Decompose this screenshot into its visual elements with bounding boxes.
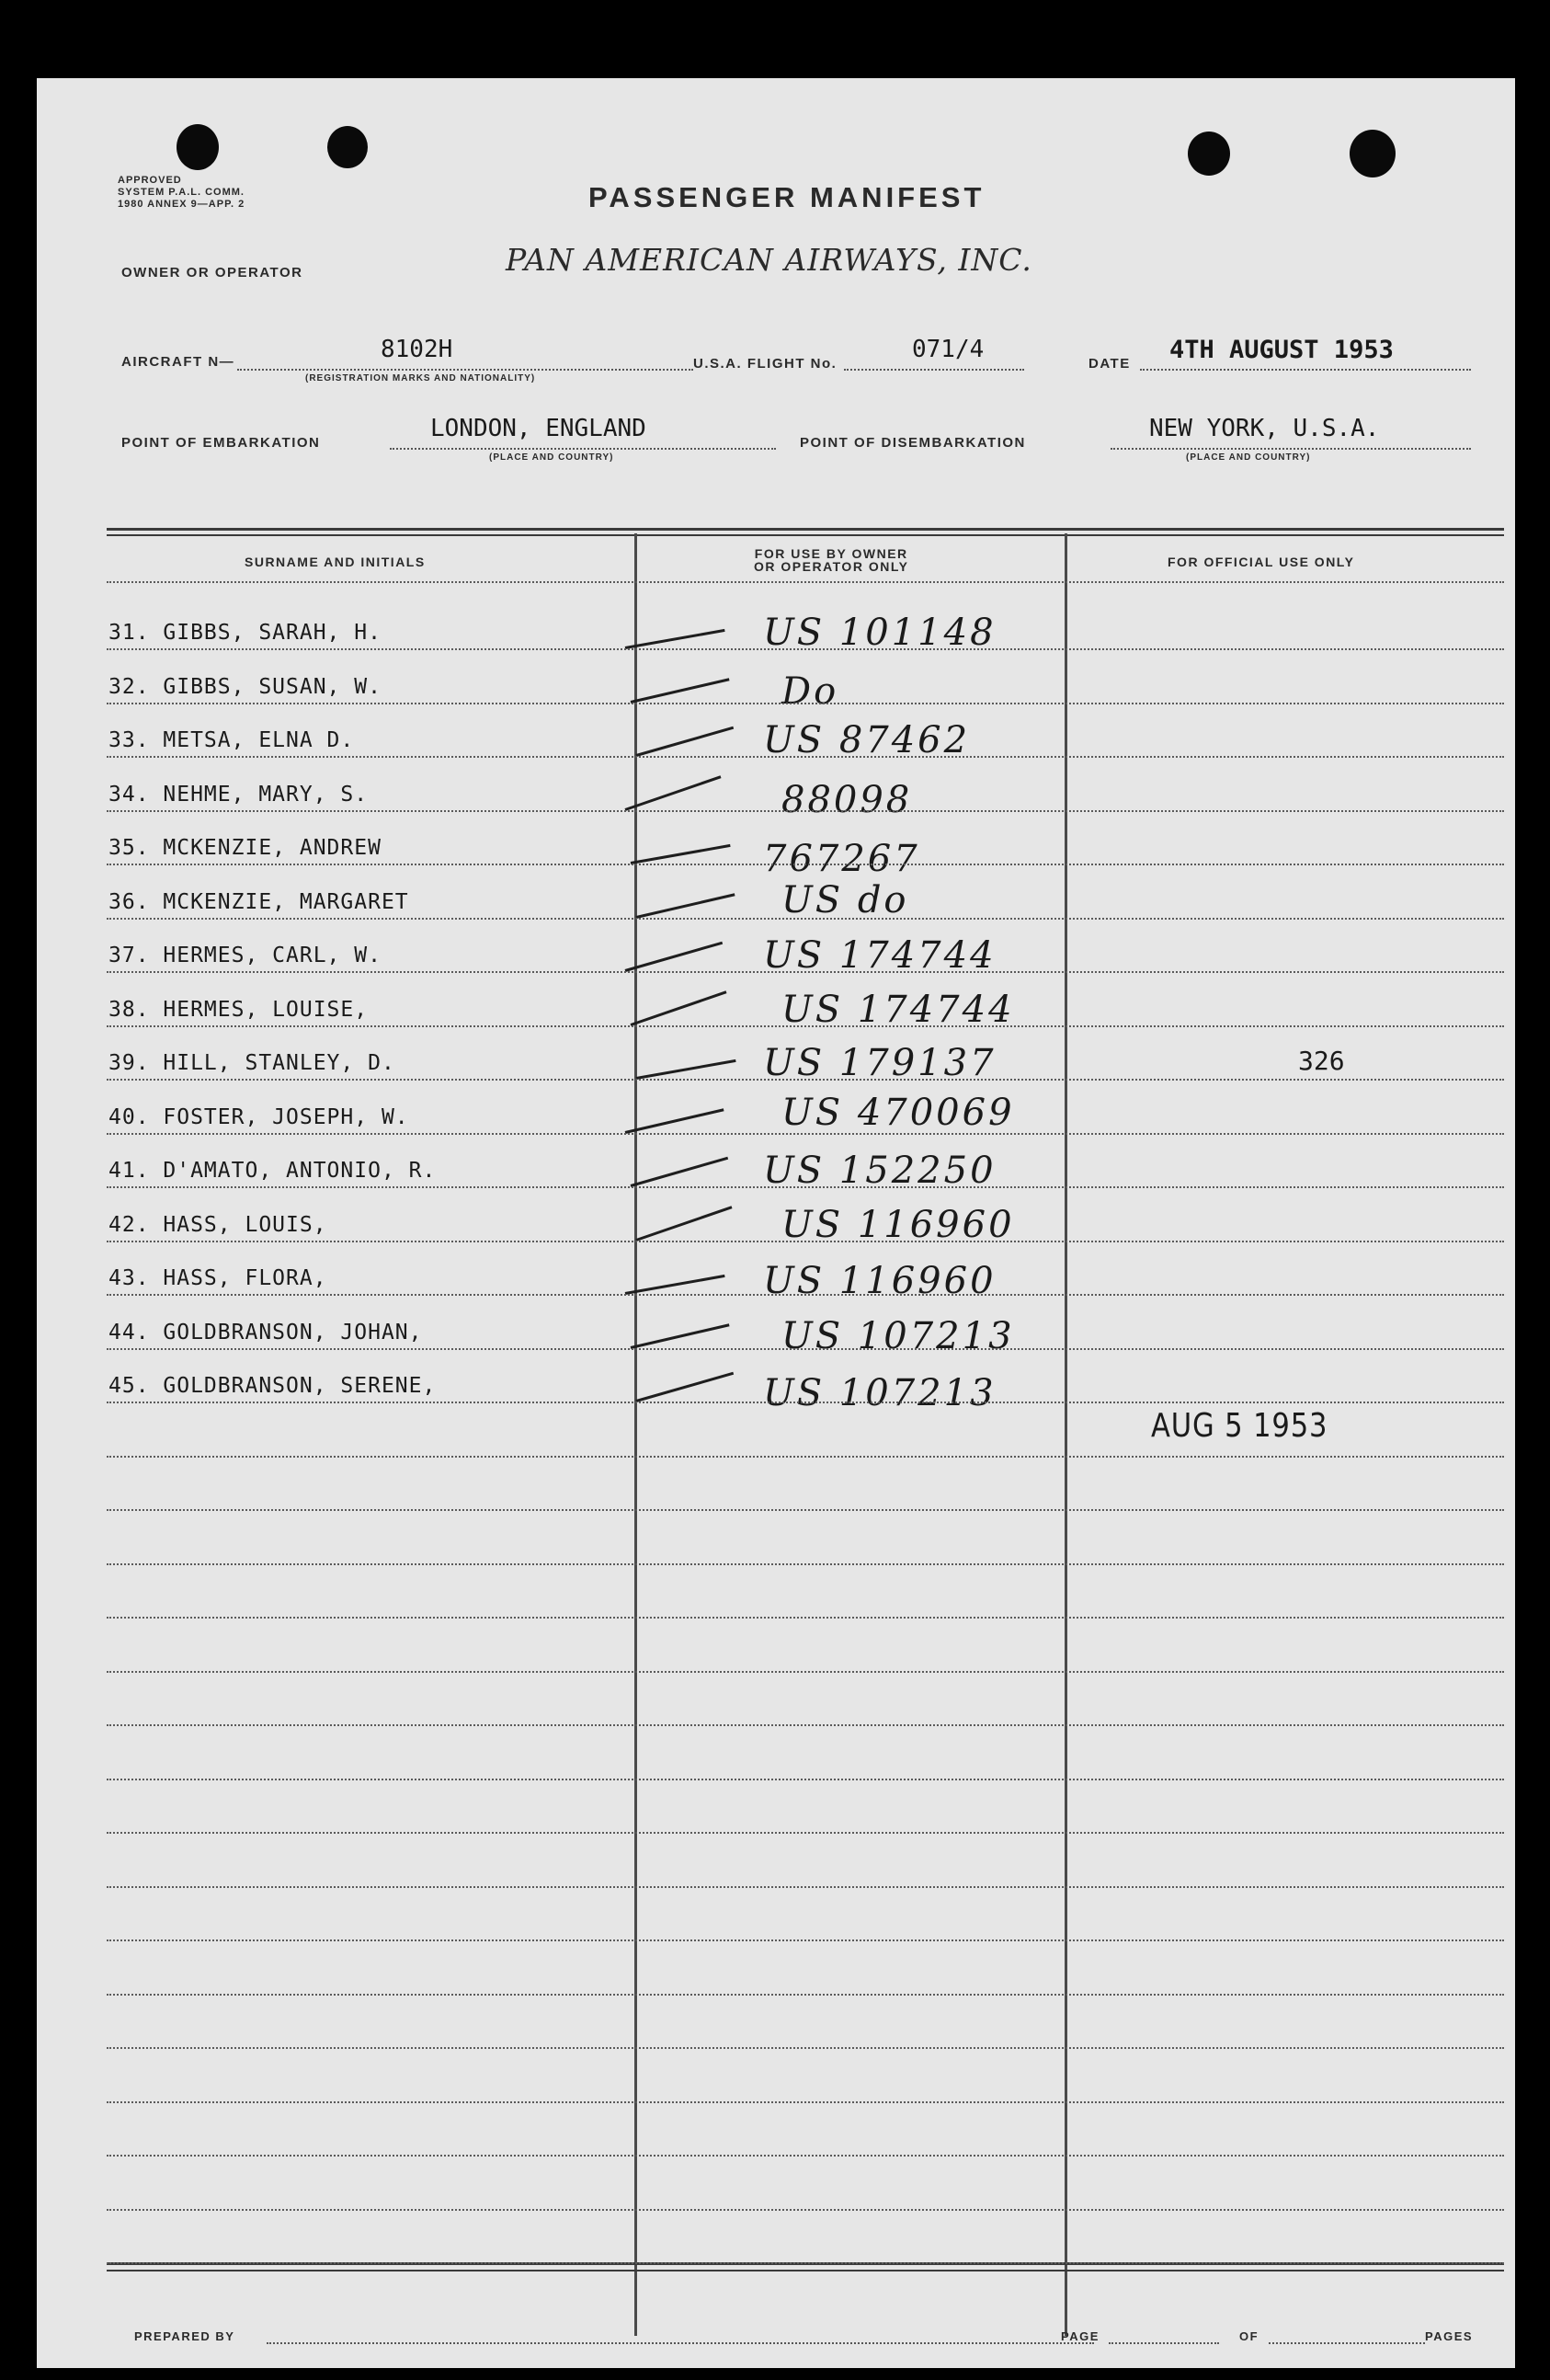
page-title: PASSENGER MANIFEST <box>588 181 986 213</box>
aircraft-value: 8102H <box>381 336 453 363</box>
passport-number-handwritten: US 101148 <box>763 612 997 654</box>
passenger-name: 37. HERMES, CARL, W. <box>108 944 382 967</box>
check-mark-stroke <box>625 775 722 811</box>
row-rule <box>107 1994 1504 1996</box>
row-rule <box>107 1779 1504 1780</box>
row-rule <box>107 648 1504 650</box>
embarkation-value: LONDON, ENGLAND <box>430 415 646 442</box>
row-rule <box>107 1186 1504 1188</box>
embarkation-label: POINT OF EMBARKATION <box>121 435 321 451</box>
embarkation-caption: (PLACE AND COUNTRY) <box>489 452 614 463</box>
row-rule <box>107 918 1504 920</box>
passenger-name: 32. GIBBS, SUSAN, W. <box>108 674 382 699</box>
date-value: 4TH AUGUST 1953 <box>1169 336 1394 364</box>
row-rule <box>107 2047 1504 2049</box>
passport-number-handwritten: US 174744 <box>763 934 997 977</box>
passenger-name: 43. HASS, FLORA, <box>108 1266 327 1290</box>
registration-caption: (REGISTRATION MARKS AND NATIONALITY) <box>305 373 536 383</box>
official-use-value: 326 <box>1298 1046 1345 1076</box>
row-rule <box>107 2155 1504 2157</box>
approval-block <box>118 175 245 211</box>
row-rule <box>107 1671 1504 1673</box>
column-divider-2 <box>1065 533 1067 2336</box>
passenger-name: 38. HERMES, LOUISE, <box>108 997 369 1022</box>
passport-number-handwritten: US 107213 <box>763 1372 997 1414</box>
company-name: PAN AMERICAN AIRWAYS, INC. <box>506 242 1032 278</box>
passenger-name: 42. HASS, LOUIS, <box>108 1212 327 1237</box>
passenger-name: 35. MCKENZIE, ANDREW <box>108 836 382 860</box>
punch-hole-right-1 <box>1188 132 1230 176</box>
approval-line-1: APPROVED <box>118 175 182 186</box>
column-header-official: FOR OFFICIAL USE ONLY <box>1168 555 1355 569</box>
passport-number-handwritten: US 87462 <box>763 719 971 761</box>
check-mark-stroke <box>636 727 735 757</box>
row-rule <box>107 1939 1504 1941</box>
check-mark-stroke <box>625 629 725 649</box>
prepared-by-label: PREPARED BY <box>134 2329 235 2343</box>
punch-hole-right-2 <box>1350 130 1396 177</box>
flight-label: U.S.A. FLIGHT No. <box>693 356 838 372</box>
passenger-name: 44. GOLDBRANSON, JOHAN, <box>108 1320 423 1344</box>
passport-number-handwritten: 88098 <box>781 778 913 821</box>
passport-number-handwritten: US 116960 <box>763 1260 997 1302</box>
passenger-name: 39. HILL, STANLEY, D. <box>108 1051 395 1075</box>
passenger-name: 40. FOSTER, JOSEPH, W. <box>108 1104 409 1129</box>
row-rule <box>107 1133 1504 1135</box>
row-rule <box>107 1724 1504 1726</box>
page-label: PAGE <box>1061 2329 1100 2343</box>
passport-number-handwritten: US 107213 <box>781 1314 1015 1357</box>
passport-number-handwritten: 767267 <box>763 838 920 880</box>
check-mark-stroke <box>636 1372 735 1402</box>
disembarkation-value: NEW YORK, U.S.A. <box>1149 415 1380 442</box>
passenger-name: 41. D'AMATO, ANTONIO, R. <box>108 1159 437 1183</box>
row-rule <box>107 1241 1504 1242</box>
passenger-name: 45. GOLDBRANSON, SERENE, <box>108 1374 437 1398</box>
disembarkation-label: POINT OF DISEMBARKATION <box>800 435 1026 451</box>
row-rule <box>107 1294 1504 1296</box>
check-mark-stroke <box>631 678 730 704</box>
passport-number-handwritten: US 174744 <box>781 988 1015 1031</box>
row-rule <box>107 1456 1504 1458</box>
row-rule <box>107 756 1504 758</box>
row-rule <box>107 1563 1504 1565</box>
column-header-surname: SURNAME AND INITIALS <box>245 555 426 569</box>
pages-label: PAGES <box>1425 2329 1474 2343</box>
row-rule <box>107 1025 1504 1027</box>
punch-hole-left-1 <box>177 124 219 170</box>
passenger-name: 31. GIBBS, SARAH, H. <box>108 621 382 645</box>
check-mark-stroke <box>625 942 724 972</box>
passenger-name: 33. METSA, ELNA D. <box>108 728 355 752</box>
owner-use-line-1: FOR USE BY OWNER <box>754 546 908 561</box>
row-rule <box>107 971 1504 973</box>
approval-line-2: SYSTEM P.A.L. COMM. <box>118 187 245 198</box>
passport-number-handwritten: US 116960 <box>781 1203 1015 1246</box>
row-rule <box>107 864 1504 865</box>
row-rule <box>107 1348 1504 1350</box>
aircraft-label: AIRCRAFT N— <box>121 354 235 370</box>
row-rule <box>107 2262 1504 2264</box>
row-rule <box>107 1509 1504 1511</box>
manifest-sheet <box>37 78 1515 2368</box>
passport-number-handwritten: US 470069 <box>781 1091 1015 1134</box>
row-rule <box>107 1079 1504 1081</box>
column-header-owner-use <box>754 547 908 573</box>
passport-number-handwritten: US do <box>781 878 909 921</box>
row-rule <box>107 1617 1504 1619</box>
row-rule <box>107 810 1504 812</box>
punch-hole-left-2 <box>327 126 368 168</box>
owner-label: OWNER OR OPERATOR <box>121 265 303 280</box>
check-mark-stroke <box>631 844 731 864</box>
row-rule <box>107 2209 1504 2211</box>
passport-number-handwritten: US 152250 <box>763 1150 997 1192</box>
row-rule <box>107 703 1504 704</box>
disembarkation-caption: (PLACE AND COUNTRY) <box>1186 452 1311 463</box>
passport-number-handwritten: Do <box>781 669 839 713</box>
check-mark-stroke <box>631 1323 730 1349</box>
check-mark-stroke <box>631 990 727 1026</box>
check-mark-stroke <box>631 1157 729 1187</box>
check-mark-stroke <box>636 1059 736 1080</box>
of-label: OF <box>1239 2329 1259 2343</box>
row-rule <box>107 2101 1504 2103</box>
passport-number-handwritten: US 179137 <box>763 1042 997 1084</box>
passenger-name: 34. NEHME, MARY, S. <box>108 782 369 807</box>
owner-use-line-2: OR OPERATOR ONLY <box>754 559 909 574</box>
passenger-name: 36. MCKENZIE, MARGARET <box>108 889 409 914</box>
row-rule <box>107 1832 1504 1834</box>
date-label: DATE <box>1088 356 1131 372</box>
received-date-stamp: AUG 5 1953 <box>1151 1407 1328 1445</box>
flight-value: 071/4 <box>912 336 985 363</box>
row-rule <box>107 1886 1504 1888</box>
approval-line-3: 1980 ANNEX 9—APP. 2 <box>118 199 245 210</box>
check-mark-stroke <box>625 1275 725 1295</box>
check-mark-stroke <box>636 1206 733 1241</box>
check-mark-stroke <box>636 893 735 919</box>
check-mark-stroke <box>625 1108 724 1134</box>
row-rule <box>107 1402 1504 1403</box>
